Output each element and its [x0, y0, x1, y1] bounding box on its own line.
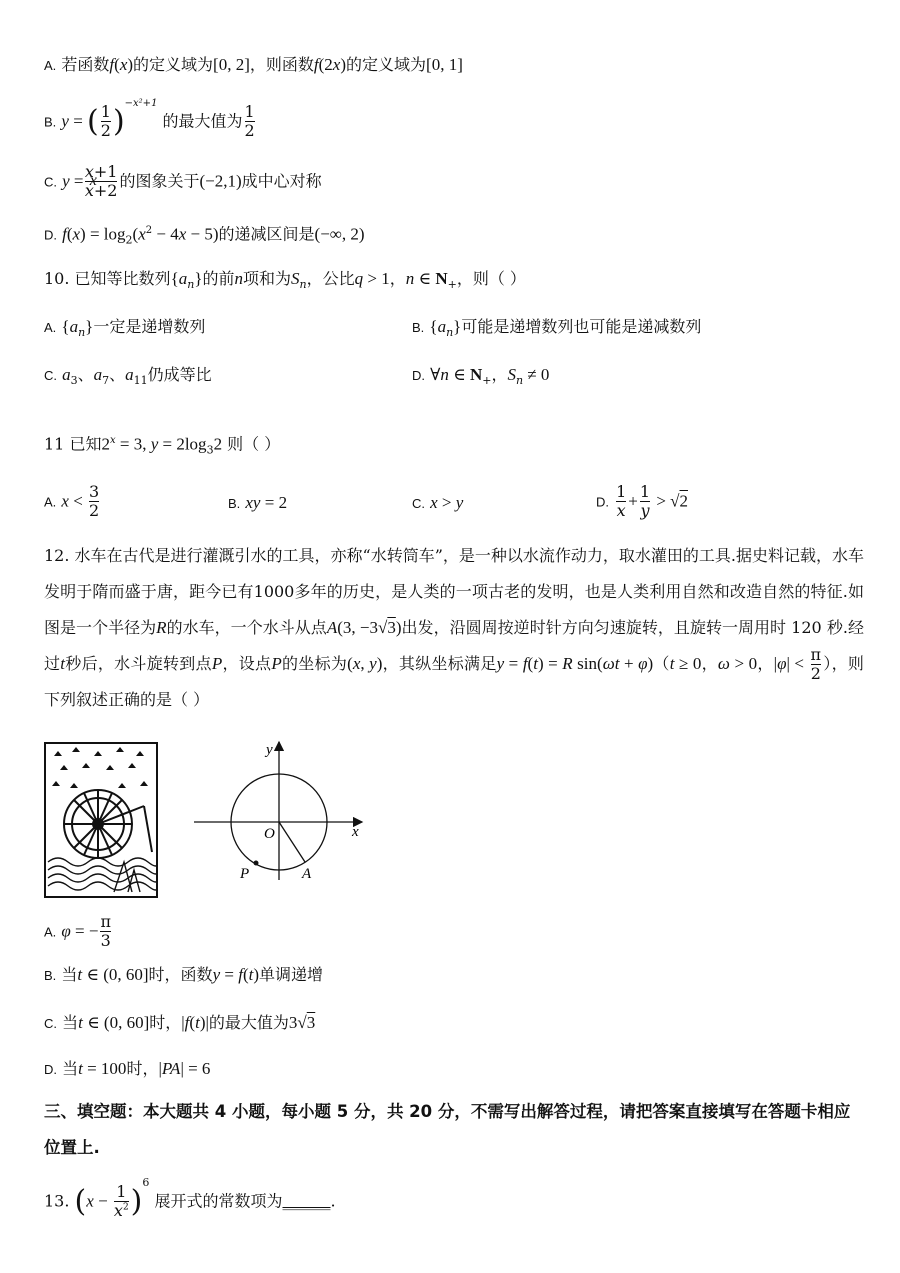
section-3-heading: 三、填空题：本大题共 4 小题，每小题 5 分，共 20 分，不需写出解答过程，请把答案直接填写在答题卡相应位置上.: [44, 1102, 851, 1157]
point-a-label: A: [302, 866, 312, 880]
q10-stem: 10. 已知等比数列$\{a_n\}$的前n项和为$S_n$，公比q > 1，n ∈ $N_+$，则（ ）: [44, 269, 526, 292]
q11-stem: 11 已知$2^x = 3$, $y = 2\log_32$ 则（ ）: [44, 434, 281, 457]
origin-label: O: [264, 826, 275, 842]
q11-option-b: B. xy = 2: [228, 493, 288, 512]
y-axis-label: y: [266, 742, 273, 758]
q12-stem: 12. 水车在古代是进行灌溉引水的工具，亦称“水转筒车”，是一种以水流作动力，取水灌田的工具.据史料记载，水车发明于隋而盛于唐，距今已有1000多年的历史，是人类的一项古老的发明，也是人类利用自然和改造自然的特征.如图是一个半径为R的水车，一个水斗从点A(3, −3√3)出发，沿圆周按逆时针方向匀速旋转，且旋转一周用时 120 秒.经过t秒后，水斗旋转到点P，设点P的坐标为(x, y)，其纵坐标满足y = f(t) = R sin(ωt + φ)（t ≥ 0，ω > 0，|φ| < $\frac{\pi}{2}$ ），则下列叙述正确的是（ ）: [44, 546, 864, 710]
waterwheel-illustration: [44, 742, 158, 898]
q9-option-d: D. $f(x) = \log_2(x^2 - 4x - 5)$的递减区间是(−∞, 2): [44, 224, 365, 247]
point-p-label: P: [240, 866, 250, 880]
circle-diagram: [186, 738, 372, 880]
q12-option-a: A. φ = − $\frac{\pi}{3}$: [44, 912, 111, 950]
q9-option-c: C. y = x $\frac{x+1}{x+2}$ 的图象关于(−2,1)成中心对称: [44, 162, 322, 200]
q9-option-b: B. y = ( $\frac{1}{2}$ )$^{-x^2+1}$ 的最大值为 $\frac{1}{2}$: [44, 97, 255, 140]
q11-option-d: D. $\frac{1}{x}$ + $\frac{1}{y}$ > √2: [596, 482, 688, 520]
coordinate-circle-svg: [186, 738, 372, 880]
point-p: [254, 861, 259, 866]
answer-blank[interactable]: ______: [282, 1191, 331, 1211]
q12-option-c: C. 当t ∈ (0, 60]时，|f(t)|的最大值为3√3: [44, 1013, 316, 1032]
q10-option-d: D. ∀n ∈ $N_+$，$S_n \ne 0$: [412, 365, 550, 388]
radius-oa: [279, 822, 305, 862]
q9-option-a: A. 若函数f(x)的定义域为[0, 2]，则函数f(2x)的定义域为[0, 1]: [44, 55, 463, 74]
q11-option-a: A. x < $\frac{3}{2}$: [44, 482, 100, 520]
x-axis-label: x: [352, 824, 359, 840]
waterwheel-image: [44, 742, 158, 898]
q13-stem: 13. (x − $\frac{1}{x^2}$ )$^6$ 展开式的常数项为______.: [44, 1176, 336, 1220]
q12-option-d: D. 当t = 100时，|PA| = 6: [44, 1059, 211, 1078]
q10-option-c: C. $a_3$、$a_7$、$a_{11}$仍成等比: [44, 365, 212, 388]
q12-option-b: B. 当t ∈ (0, 60]时，函数y = f(t)单调递增: [44, 965, 324, 984]
q10-option-b: B. $\{a_n\}$可能是递增数列也可能是递减数列: [412, 317, 702, 340]
q10-option-a: A. $\{a_n\}$一定是递增数列: [44, 317, 206, 340]
q11-option-c: C. x > y: [412, 493, 464, 512]
